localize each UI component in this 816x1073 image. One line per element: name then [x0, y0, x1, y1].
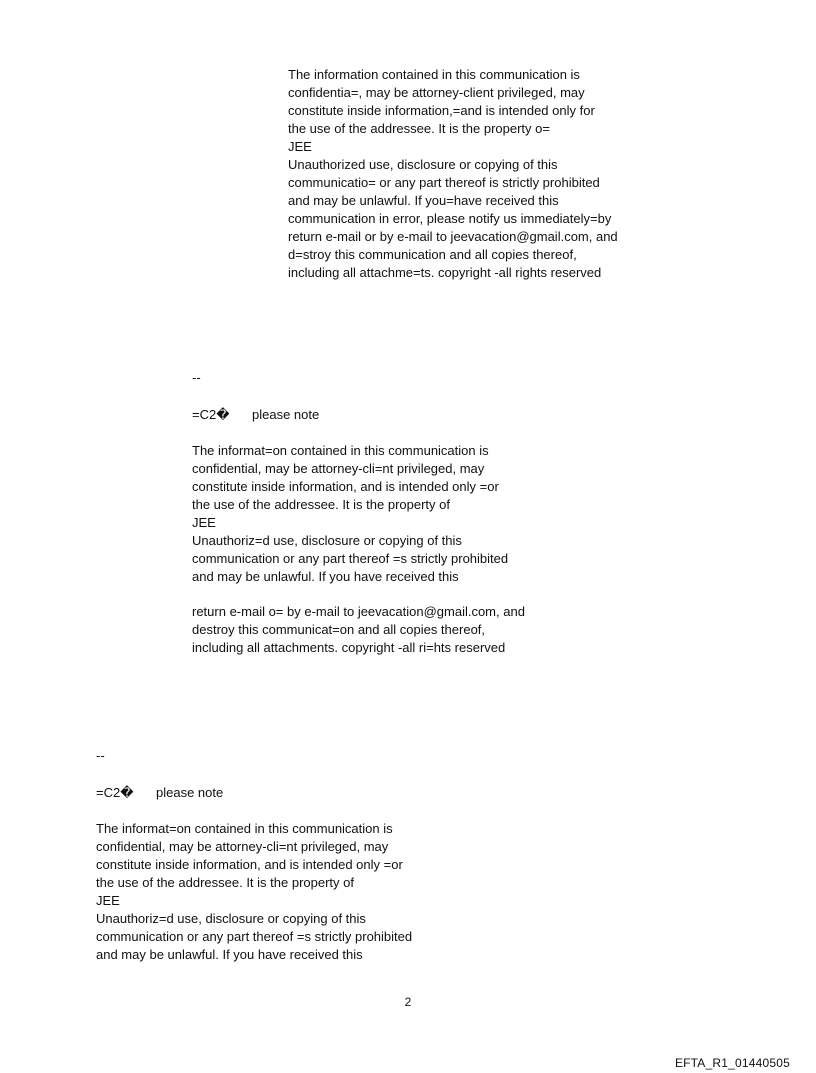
encoded-char: =C2�	[192, 407, 230, 422]
please-note-row-2	[192, 406, 319, 424]
page-number: 2	[404, 995, 412, 1009]
signature-separator-3: --	[96, 748, 105, 763]
text-line: Unauthorized use, disclosure or copying of this	[288, 157, 558, 172]
text-line: The information contained in this communication is	[288, 67, 580, 82]
text-line: including all attachme=ts. copyright -all rights reserved	[288, 265, 602, 280]
signature-separator-2: --	[192, 370, 201, 385]
text-line: JEE	[192, 515, 216, 530]
text-line: the use of the addressee. It is the property o=	[288, 121, 550, 136]
text-line: and may be unlawful. If you have received this	[96, 947, 363, 962]
text-line: communication in error, please notify us immediately=by	[288, 211, 612, 226]
text-line: and may be unlawful. If you have received this	[192, 569, 459, 584]
text-line: JEE	[288, 139, 312, 154]
disclaimer-block-3	[96, 820, 412, 964]
text-line: communication or any part thereof =s strictly prohibited	[96, 929, 413, 944]
encoded-char: =C2�	[96, 785, 134, 800]
text-line: Unauthoriz=d use, disclosure or copying of this	[96, 911, 366, 926]
text-line: Unauthoriz=d use, disclosure or copying of this	[192, 533, 462, 548]
text-line: d=stroy this communication and all copies thereof,	[288, 247, 577, 262]
disclaimer-block-2	[192, 442, 508, 586]
disclaimer-block-1	[288, 66, 618, 282]
text-line: constitute inside information,=and is intended only for	[288, 103, 595, 118]
text-line: The informat=on contained in this communication is	[96, 821, 393, 836]
text-line: destroy this communicat=on and all copies thereof,	[192, 622, 486, 637]
text-line: confidential, may be attorney-cli=nt privileged, may	[96, 839, 389, 854]
text-line: constitute inside information, and is intended only =or	[96, 857, 403, 872]
text-line: constitute inside information, and is intended only =or	[192, 479, 499, 494]
text-line: communication or any part thereof =s strictly prohibited	[192, 551, 509, 566]
text-line: including all attachments. copyright -all ri=hts reserved	[192, 640, 506, 655]
text-line: communicatio= or any part thereof is strictly prohibited	[288, 175, 600, 190]
text-line: confidentia=, may be attorney-client privileged, may	[288, 85, 585, 100]
text-line: and may be unlawful. If you=have received this	[288, 193, 559, 208]
text-line: JEE	[96, 893, 120, 908]
text-line: the use of the addressee. It is the property of	[192, 497, 450, 512]
text-line: the use of the addressee. It is the property of	[96, 875, 354, 890]
disclaimer-block-2-continued	[192, 603, 525, 657]
text-line: return e-mail o= by e-mail to jeevacation@gmail.com, and	[192, 604, 525, 619]
please-note-row-3	[96, 784, 223, 802]
please-note-label: please note	[252, 407, 320, 422]
document-id: EFTA_R1_01440505	[674, 1056, 790, 1070]
please-note-label: please note	[156, 785, 224, 800]
text-line: return e-mail or by e-mail to jeevacation@gmail.com, and	[288, 229, 618, 244]
text-line: The informat=on contained in this communication is	[192, 443, 489, 458]
text-line: confidential, may be attorney-cli=nt privileged, may	[192, 461, 485, 476]
